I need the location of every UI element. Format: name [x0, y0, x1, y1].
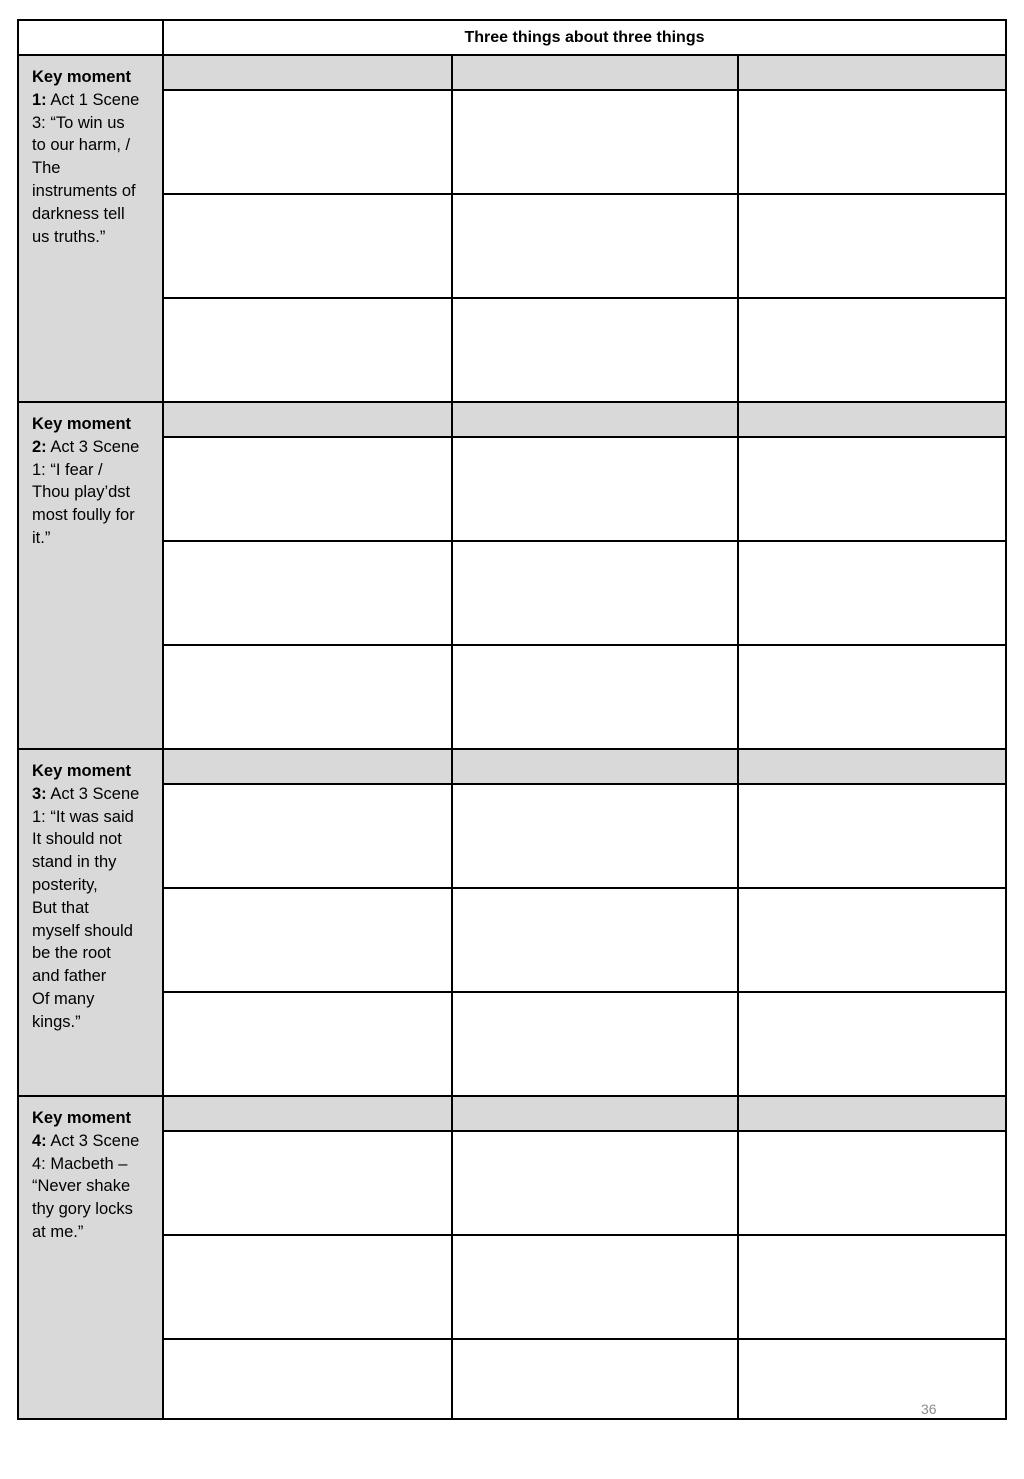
key-moment-4-heading: Key moment: [32, 1109, 132, 1127]
page-number: 36: [921, 1401, 937, 1417]
answer-cell[interactable]: [452, 1339, 738, 1419]
shaded-cell: [738, 55, 1006, 90]
key-moment-1-heading: Key moment: [32, 68, 132, 86]
answer-cell[interactable]: [452, 888, 738, 992]
answer-row: [18, 194, 1006, 298]
shaded-cell: [163, 55, 452, 90]
key-moment-2-quote: Act 3 Scene 1: “I fear / Thou play’dst most foully for it.”: [32, 437, 140, 547]
answer-cell[interactable]: [163, 1131, 452, 1235]
answer-cell[interactable]: [452, 298, 738, 402]
answer-cell[interactable]: [163, 992, 452, 1096]
key-moment-2-cell: [18, 402, 163, 749]
key-moment-3-quote: Act 3 Scene 1: “It was said It should not stand in thy posterity, But that myself should be the root and father Of many kings.”: [32, 784, 140, 1031]
answer-cell[interactable]: [452, 992, 738, 1096]
answer-cell[interactable]: [738, 1131, 1006, 1235]
answer-cell[interactable]: [163, 90, 452, 194]
answer-cell[interactable]: [452, 645, 738, 749]
key-moment-4-quote: Act 3 Scene 4: Macbeth – “Never shake thy gory locks at me.”: [32, 1131, 140, 1241]
answer-cell[interactable]: [452, 1131, 738, 1235]
key-moment-3-cell: [18, 749, 163, 1096]
key-moment-4-cell: [18, 1096, 163, 1419]
answer-cell[interactable]: [738, 888, 1006, 992]
key-moment-3-heading: Key moment: [32, 762, 132, 780]
answer-row: [18, 888, 1006, 992]
shaded-cell: [452, 402, 738, 437]
answer-row: [18, 645, 1006, 749]
answer-row: [18, 1131, 1006, 1235]
answer-cell[interactable]: [738, 541, 1006, 645]
answer-row: [18, 298, 1006, 402]
answer-cell[interactable]: [452, 90, 738, 194]
corner-cell: [18, 20, 163, 55]
answer-row: [18, 784, 1006, 888]
answer-row: [18, 1339, 1006, 1419]
answer-row: [18, 541, 1006, 645]
answer-cell[interactable]: [163, 645, 452, 749]
answer-cell[interactable]: [163, 1235, 452, 1339]
key-moment-2-number: 2:: [32, 437, 47, 456]
key-moment-3-number: 3:: [32, 784, 47, 803]
answer-cell[interactable]: [738, 992, 1006, 1096]
key-moment-2-heading: Key moment: [32, 415, 132, 433]
answer-cell[interactable]: [452, 784, 738, 888]
answer-cell[interactable]: [163, 541, 452, 645]
shaded-cell: [738, 402, 1006, 437]
answer-cell[interactable]: [163, 298, 452, 402]
moment-4-shaded-row: [18, 1096, 1006, 1131]
answer-cell[interactable]: [738, 194, 1006, 298]
answer-cell[interactable]: [738, 437, 1006, 541]
answer-cell[interactable]: [738, 1339, 1006, 1419]
answer-cell[interactable]: [738, 645, 1006, 749]
answer-cell[interactable]: [163, 437, 452, 541]
answer-cell[interactable]: [452, 437, 738, 541]
answer-row: [18, 992, 1006, 1096]
answer-cell[interactable]: [738, 1235, 1006, 1339]
answer-cell[interactable]: [163, 888, 452, 992]
answer-cell[interactable]: [452, 1235, 738, 1339]
answer-cell[interactable]: [163, 1339, 452, 1419]
answer-cell[interactable]: [452, 541, 738, 645]
shaded-cell: [163, 402, 452, 437]
moment-1-shaded-row: [18, 55, 1006, 90]
answer-cell[interactable]: [163, 194, 452, 298]
shaded-cell: [163, 749, 452, 784]
answer-row: [18, 1235, 1006, 1339]
three-things-table: [17, 19, 1007, 1420]
answer-cell[interactable]: [738, 90, 1006, 194]
key-moment-4-number: 4:: [32, 1131, 47, 1150]
key-moment-1-number: 1:: [32, 90, 47, 109]
shaded-cell: [452, 749, 738, 784]
shaded-cell: [163, 1096, 452, 1131]
key-moment-1-quote: Act 1 Scene 3: “To win us to our harm, / The instruments of darkness tell us truths.”: [32, 90, 140, 246]
answer-cell[interactable]: [163, 784, 452, 888]
answer-row: [18, 90, 1006, 194]
table-header-row: [18, 20, 1006, 55]
moment-3-shaded-row: [18, 749, 1006, 784]
answer-cell[interactable]: [738, 784, 1006, 888]
shaded-cell: [452, 1096, 738, 1131]
shaded-cell: [452, 55, 738, 90]
moment-2-shaded-row: [18, 402, 1006, 437]
shaded-cell: [738, 749, 1006, 784]
answer-cell[interactable]: [452, 194, 738, 298]
shaded-cell: [738, 1096, 1006, 1131]
answer-cell[interactable]: [738, 298, 1006, 402]
table-title: Three things about three things: [163, 20, 1006, 55]
answer-row: [18, 437, 1006, 541]
key-moment-1-cell: [18, 55, 163, 402]
